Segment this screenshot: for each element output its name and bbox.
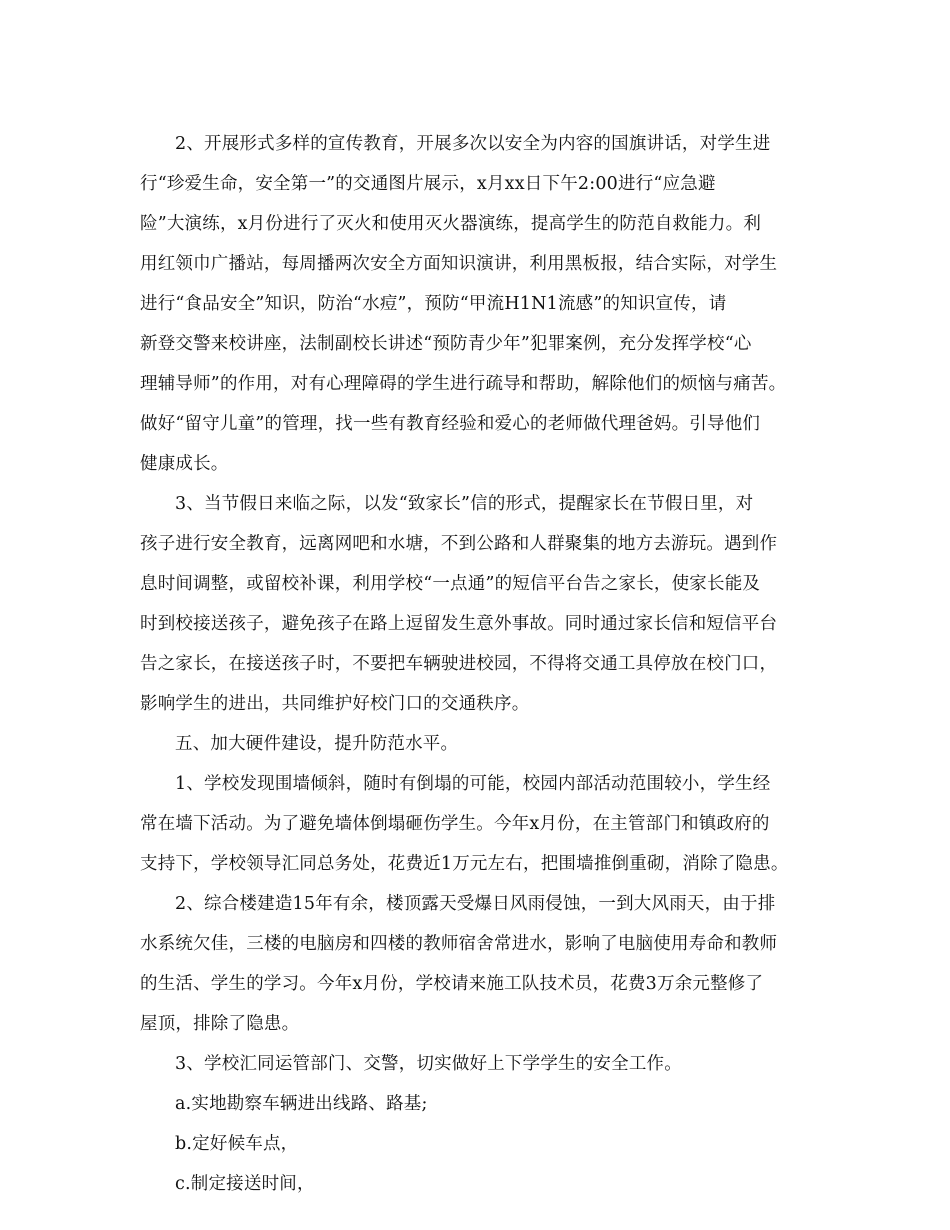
text-line: 2、开展形式多样的宣传教育，开展多次以安全为内容的国旗讲话，对学生进 — [175, 134, 771, 154]
document-body — [140, 124, 830, 1204]
text-line: 险”大演练，x月份进行了灭火和使用灭火器演练，提高学生的防范自救能力。利 — [140, 214, 762, 234]
text-line: a.实地勘察车辆进出线路、路基; — [175, 1094, 428, 1114]
text-line: c.制定接送时间， — [175, 1174, 315, 1194]
text-line: 告之家长，在接送孩子时，不要把车辆驶进校园，不得将交通工具停放在校门口， — [140, 654, 778, 674]
text-line: 2、综合楼建造15年有余，楼顶露天受爆日风雨侵蚀，一到大风雨天，由于排 — [175, 894, 776, 914]
text-line: 健康成长。 — [140, 454, 229, 474]
text-line: 孩子进行安全教育，远离网吧和水塘，不到公路和人群聚集的地方去游玩。遇到作 — [140, 534, 778, 554]
text-line: 行“珍爱生命，安全第一”的交通图片展示，x月xx日下午2:00进行“应急避 — [140, 174, 716, 194]
text-line: 进行“食品安全”知识，防治“水痘”，预防“甲流H1N1流感”的知识宣传，请 — [140, 294, 727, 314]
text-line: 3、当节假日来临之际，以发“致家长”信的形式，提醒家长在节假日里，对 — [175, 494, 754, 514]
text-line: 常在墙下活动。为了避免墙体倒塌砸伤学生。今年x月份，在主管部门和镇政府的 — [140, 814, 770, 834]
text-line: 1、学校发现围墙倾斜，随时有倒塌的可能，校园内部活动范围较小，学生经 — [175, 774, 771, 794]
text-line: 3、学校汇同运管部门、交警，切实做好上下学学生的安全工作。 — [175, 1054, 682, 1074]
text-line: 屋顶，排除了隐患。 — [140, 1014, 300, 1034]
text-line: 新登交警来校讲座，法制副校长讲述“预防青少年”犯罪案例，充分发挥学校“心 — [140, 334, 752, 354]
text-line: 支持下，学校领导汇同总务处，花费近1万元左右，把围墙推倒重砌，消除了隐患。 — [140, 854, 789, 874]
text-line: b.定好候车点， — [175, 1134, 299, 1154]
text-line: 的生活、学生的学习。今年x月份，学校请来施工队技术员，花费3万余元整修了 — [140, 974, 764, 994]
text-line: 水系统欠佳，三楼的电脑房和四楼的教师宿舍常进水，影响了电脑使用寿命和教师 — [140, 934, 778, 954]
text-line: 息时间调整，或留校补课，利用学校“一点通”的短信平台告之家长，使家长能及 — [140, 574, 761, 594]
text-line: 用红领巾广播站，每周播两次安全方面知识演讲，利用黑板报，结合实际，对学生 — [140, 254, 778, 274]
text-line: 理辅导师”的作用，对有心理障碍的学生进行疏导和帮助，解除他们的烦恼与痛苦。 — [140, 374, 787, 394]
text-line: 五、加大硬件建设，提升防范水平。 — [175, 734, 459, 754]
text-line: 影响学生的进出，共同维护好校门口的交通秩序。 — [140, 694, 530, 714]
text-line: 做好“留守儿童”的管理，找一些有教育经验和爱心的老师做代理爸妈。引导他们 — [140, 414, 761, 434]
text-line: 时到校接送孩子，避免孩子在路上逗留发生意外事故。同时通过家长信和短信平台 — [140, 614, 778, 634]
